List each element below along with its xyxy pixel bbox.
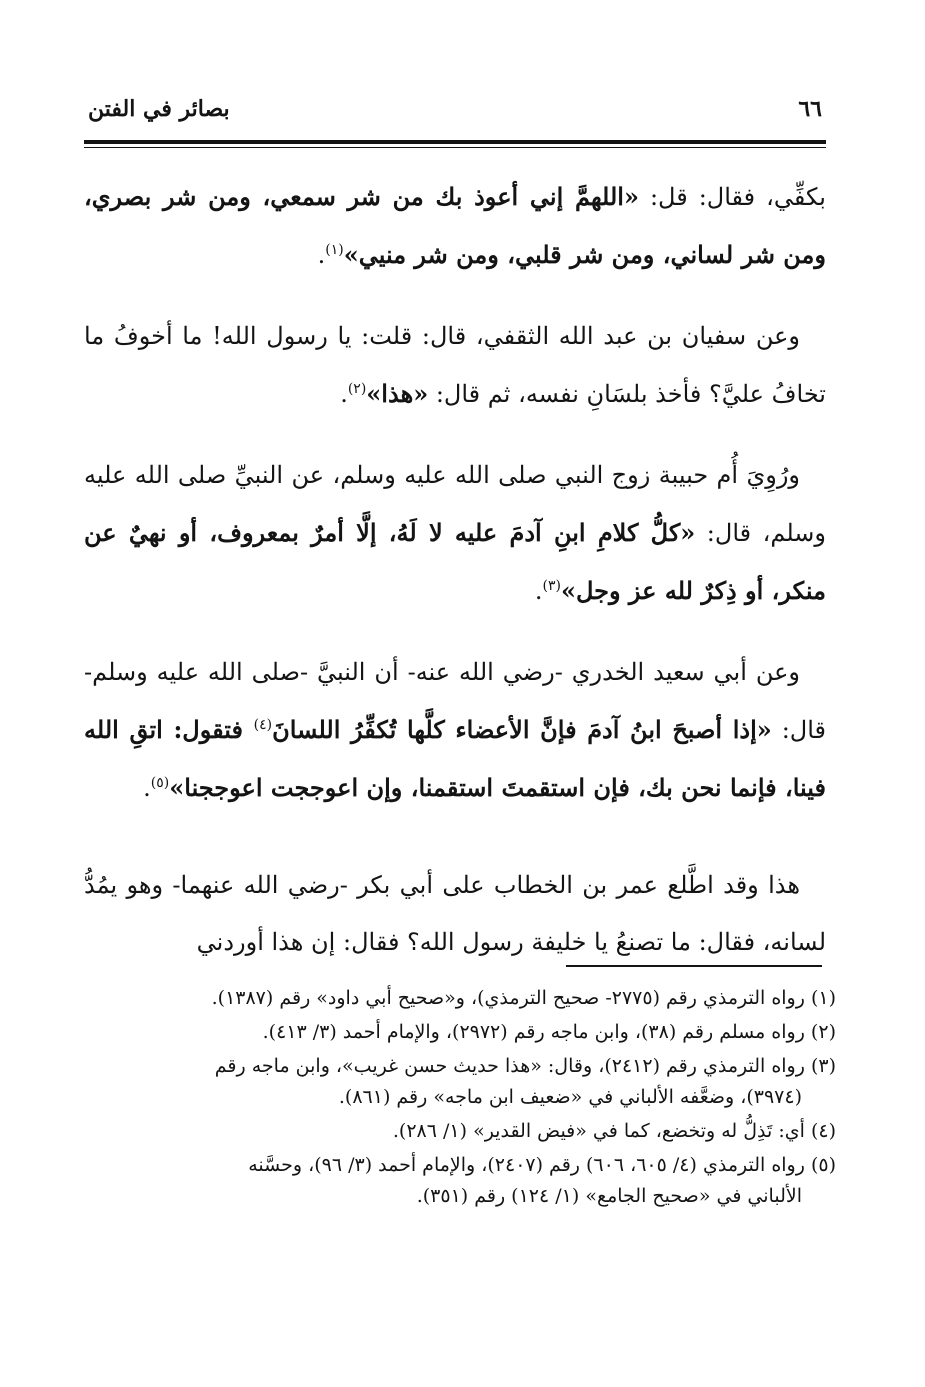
header-rule-thick: [84, 140, 826, 144]
paragraph-2-text: وعن سفيان بن عبد الله الثقفي، قال: قلت: يا رسول الله! ما أخوفُ ما تخافُ عليَّ؟ فأخذ بلسَانِ نفسه، ثم قال:: [84, 322, 826, 408]
hadith-quote-2: «هذا»: [366, 379, 429, 408]
footnote-ref-2: (٢): [347, 381, 367, 397]
footnote-ref-1: (١): [325, 242, 344, 258]
paragraph-4: [84, 644, 826, 817]
paragraph-1-end: .: [317, 241, 326, 269]
paragraph-2-end: .: [340, 380, 348, 408]
main-text: [84, 168, 826, 971]
footnote-1: [84, 983, 836, 1014]
hadith-quote-4b: فتقول: اتقِ الله فينا، فإنما نحن بك، فإن استقمتَ استقمنا، وإن اعوججت اعوججنا»: [84, 715, 826, 802]
footnote-ref-4: (٤): [253, 717, 273, 733]
paragraph-2: [84, 308, 826, 423]
paragraph-1: [84, 168, 826, 284]
page-header: [84, 94, 826, 134]
paragraph-4-text: وعن أبي سعيد الخدري -رضي الله عنه- أن النبيَّ -صلى الله عليه وسلم- قال:: [84, 658, 827, 744]
header-rule-thin: [84, 147, 826, 148]
footnote-1-text: (١) رواه الترمذي رقم (٢٧٧٥- صحيح الترمذي)، و«صحيح أبي داود» رقم (١٣٨٧).: [211, 987, 836, 1009]
paragraph-3: [84, 447, 826, 620]
running-title: بصائر في الفتن: [88, 96, 230, 122]
paragraph-3-end: .: [534, 577, 543, 605]
footnote-separator: [566, 965, 822, 967]
footnote-2-text: (٢) رواه مسلم رقم (٣٨)، وابن ماجه رقم (٢٩٧٢)، والإمام أحمد (٣/ ٤١٣).: [262, 1021, 836, 1043]
paragraph-4-end: .: [143, 774, 151, 802]
footnotes: [84, 983, 836, 1215]
paragraph-5-text: هذا وقد اطَّلع عمر بن الخطاب على أبي بكر -رضي الله عنهما- وهو يمُدُّ لسانه، فقال: ما تصنعُ يا خليفة رسول الله؟ فقال: إن هذا أوردني: [84, 871, 826, 956]
footnote-4-text: (٤) أي: تَذِلُّ له وتخضع، كما في «فيض القدير» (١/ ٢٨٦).: [392, 1120, 836, 1142]
footnote-5: [84, 1150, 836, 1212]
hadith-quote-1: «اللهمَّ إني أعوذ بك من شر سمعي، ومن شر بصري، ومن شر لساني، ومن شر قلبي، ومن شر منيي»: [84, 182, 826, 269]
footnote-5-continuation: الألباني في «صحيح الجامع» (١/ ١٢٤) رقم (٣٥١).: [416, 1185, 802, 1207]
hadith-quote-4a: «إذا أصبحَ ابنُ آدمَ فإنَّ الأعضاء كلَّها تُكفِّرُ اللسانَ: [272, 715, 772, 744]
paragraph-3-text: ورُوِيَ أُم حبيبة زوج النبي صلى الله عليه وسلم، عن النبيِّ صلى الله عليه وسلم، قال:: [84, 461, 826, 547]
paragraph-1-lead: بكفِّي، فقال: قل:: [638, 183, 826, 211]
page-number: ٦٦: [798, 96, 822, 122]
footnote-5-text: (٥) رواه الترمذي (٤/ ٦٠٥، ٦٠٦) رقم (٢٤٠٧)، والإمام أحمد (٣/ ٩٦)، وحسَّنه: [248, 1154, 836, 1176]
paragraph-5: [84, 857, 826, 971]
footnote-2: [84, 1017, 836, 1048]
footnote-3-text: (٣) رواه الترمذي رقم (٢٤١٢)، وقال: «هذا حديث حسن غريب»، وابن ماجه رقم: [214, 1055, 836, 1077]
footnote-3-continuation: (٣٩٧٤)، وضعَّفه الألباني في «ضعيف ابن ماجه» رقم (٨٦١).: [338, 1086, 802, 1108]
footnote-ref-3: (٣): [542, 578, 561, 594]
footnote-ref-5: (٥): [150, 775, 170, 791]
footnote-4: [84, 1116, 836, 1147]
footnote-3: [84, 1051, 836, 1113]
hadith-quote-3: «كلُّ كلامِ ابنِ آدمَ عليه لا لَهُ، إلَّا أمرٌ بمعروف، أو نهيٌ عن منكر، أو ذِكرٌ لله عز وجل»: [84, 518, 826, 605]
